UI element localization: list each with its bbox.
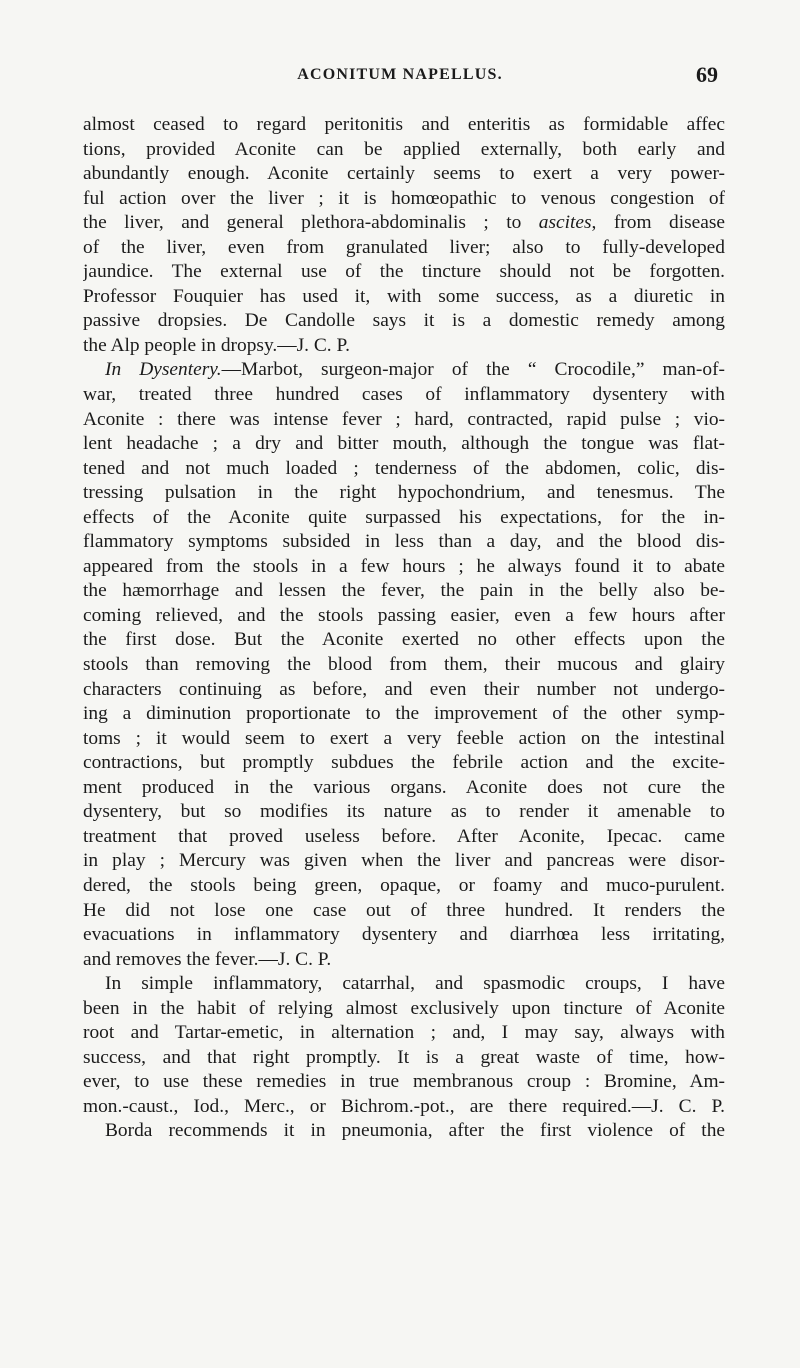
text-line: He did not lose one case out of three hundred. It renders the — [83, 899, 725, 921]
text-line: been in the habit of relying almost exclusively upon tincture of Aconite — [83, 997, 725, 1019]
text-line: and removes the fever.—J. C. P. — [83, 948, 332, 970]
text-line: toms ; it would seem to exert a very feeble action on the intestinal — [83, 727, 725, 749]
text-line: Aconite : there was intense fever ; hard, contracted, rapid pulse ; vio- — [83, 408, 725, 430]
text-line: almost ceased to regard peritonitis and enteritis as formidable affec — [83, 114, 725, 135]
text-line: ful action over the liver ; it is homœopathic to venous congestion of — [83, 187, 725, 209]
text-line: characters continuing as before, and even their number not undergo- — [83, 678, 725, 700]
text-line: stools than removing the blood from them, their mucous and glairy — [83, 654, 725, 676]
page-number: 69 — [696, 62, 718, 87]
text-line: treatment that proved useless before. After Aconite, Ipecac. came — [83, 825, 725, 847]
text-line: Borda recommends it in pneumonia, after the first violence of the — [105, 1120, 725, 1142]
text-line: in play ; Mercury was given when the liver and pancreas were disor- — [83, 850, 725, 872]
text-line: ing a diminution proportionate to the improvement of the other symp- — [83, 703, 725, 725]
body-text — [83, 113, 725, 1144]
text-line: coming relieved, and the stools passing easier, even a few hours after — [83, 604, 725, 626]
text-line: In Dysentery.—Marbot, surgeon-major of the “ Crocodile,” man-of- — [105, 359, 725, 381]
text-line: the hæmorrhage and lessen the fever, the pain in the belly also be- — [83, 580, 725, 602]
text-line: the Alp people in dropsy.—J. C. P. — [83, 334, 350, 356]
text-line: ever, to use these remedies in true membranous croup : Bromine, Am- — [83, 1071, 725, 1093]
text-line: effects of the Aconite quite surpassed his expectations, for the in- — [83, 506, 725, 528]
text-line: root and Tartar-emetic, in alternation ; and, I may say, always with — [83, 1022, 725, 1044]
text-line: of the liver, even from granulated liver; also to fully-developed — [83, 236, 725, 258]
text-line: contractions, but promptly subdues the febrile action and the excite- — [83, 752, 725, 774]
text-line: Professor Fouquier has used it, with some success, as a diuretic in — [83, 285, 725, 307]
text-line: war, treated three hundred cases of inflammatory dysentery with — [83, 384, 725, 406]
text-line: abundantly enough. Aconite certainly seems to exert a very power- — [83, 163, 725, 185]
text-line: the first dose. But the Aconite exerted no other effects upon the — [83, 629, 725, 651]
text-line: the liver, and general plethora-abdominalis ; to ascites, from disease — [83, 212, 725, 234]
text-line: flammatory symptoms subsided in less than a day, and the blood dis- — [83, 531, 725, 553]
text-line: ment produced in the various organs. Aconite does not cure the — [83, 776, 725, 798]
text-line: lent headache ; a dry and bitter mouth, although the tongue was flat- — [83, 433, 725, 455]
text-line: tions, provided Aconite can be applied externally, both early and — [83, 138, 725, 160]
running-title: ACONITUM NAPELLUS. — [297, 66, 503, 83]
text-line: evacuations in inflammatory dysentery and diarrhœa less irritating, — [83, 924, 725, 946]
text-line: tressing pulsation in the right hypochondrium, and tenesmus. The — [83, 482, 725, 504]
text-line: jaundice. The external use of the tincture should not be forgotten. — [83, 261, 725, 283]
text-line: mon.-caust., Iod., Merc., or Bichrom.-pot., are there required.—J. C. P. — [83, 1095, 725, 1117]
text-line: passive dropsies. De Candolle says it is a domestic remedy among — [83, 310, 725, 332]
running-header — [0, 62, 800, 92]
text-line: appeared from the stools in a few hours ; he always found it to abate — [83, 555, 725, 577]
text-line: dysentery, but so modifies its nature as to render it amenable to — [83, 801, 725, 823]
text-line: tened and not much loaded ; tenderness of the abdomen, colic, dis- — [83, 457, 725, 479]
text-line: success, and that right promptly. It is a great waste of time, how- — [83, 1046, 725, 1068]
text-line: In simple inflammatory, catarrhal, and spasmodic croups, I have — [105, 973, 725, 995]
text-line: dered, the stools being green, opaque, or foamy and muco-purulent. — [83, 874, 725, 896]
